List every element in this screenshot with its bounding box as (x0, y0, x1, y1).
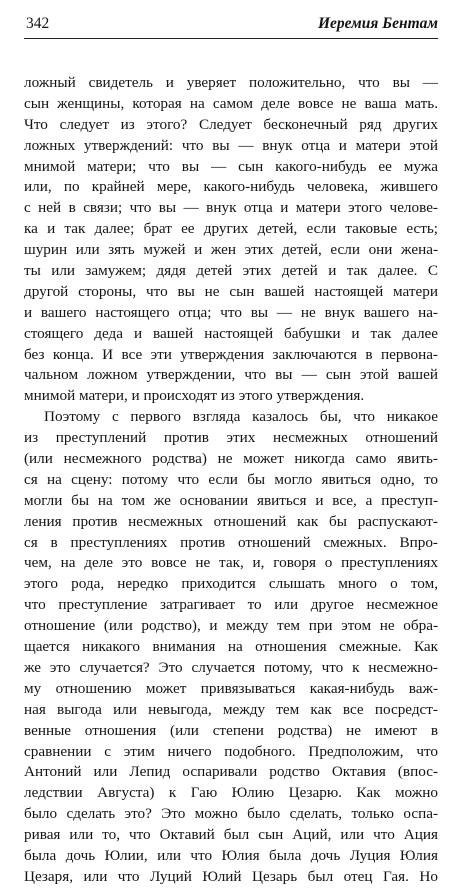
text-line: ления против несмежных отношений как бы распускают- (24, 512, 438, 530)
text-line: ледствии Августа) к Гаю Юлию Цезарю. Как можно (24, 784, 438, 802)
text-line: этого рода, нередко приходится слышать много о том, (24, 575, 438, 593)
text-line: Что следует из этого? Следует бесконечный ряд других (24, 115, 438, 133)
text-line: чальном ложном утверждении, что вы — сын этой вашей (24, 366, 438, 384)
text-line: мнимой матери; что вы — сын какого-нибудь ее мужа (24, 157, 438, 175)
text-line: из преступлений против этих несмежных отношений (24, 429, 438, 447)
page-header (24, 14, 438, 39)
text-line: ты или замужем; дядя детей этих детей и так далее. С (24, 262, 438, 280)
text-line: му отношению может привязываться какая-нибудь важ- (24, 679, 438, 697)
text-line: сын женщины, которая на самом деле вовсе не ваша мать. (24, 94, 438, 112)
text-line: отношение (или родство), и между тем при этом не обра- (24, 617, 438, 635)
book-page (24, 14, 438, 888)
text-line: ся в преступлениях против отношений смежных. Впро- (24, 533, 438, 551)
text-line: ная выгода или невыгода, между тем как все посредст- (24, 700, 438, 718)
text-line: или, по крайней мере, какого-нибудь человека, жившего (24, 178, 438, 196)
text-line: ложный свидетель и уверяет положительно, что вы — (24, 74, 438, 91)
text-line: ложных утверждений: что вы — внук отца и матери этой (24, 136, 438, 154)
text-line: было сделать это? Это можно было сделать, только оспа- (24, 805, 438, 823)
text-line: ся на сцену: потому что если бы могло явиться одно, то (24, 470, 438, 488)
text-line: и вашего настоящего отца; что вы — не внук вашего на- (24, 303, 438, 321)
text-line: ка и так далее; брат ее других детей, если таковые есть; (24, 220, 438, 238)
text-line: мнимой матери, и происходят из этого утверждения. (24, 387, 365, 405)
text-line: (или несмежного родства) не может никогда само явить- (24, 450, 438, 468)
text-line: Антоний или Лепид оспаривали родство Октавия (впос- (24, 763, 438, 781)
text-line: без конца. И все эти утверждения заключаются в первона- (24, 345, 438, 363)
text-line: Цезаря, или что Луций Юлий Цезарь был отец Гая. Но (24, 867, 438, 885)
text-line: венные отношения (или степени родства) не имеют в (24, 721, 438, 739)
text-line: с ней в связи; что вы — внук отца и матери этого челове- (24, 199, 438, 217)
text-line: чем, на деле это вовсе не так, и, говоря о преступлениях (24, 554, 438, 572)
text-line: стоящего деда и вашей настоящей бабушки и так далее (24, 324, 438, 342)
text-line: другой стороны, что вы не сын вашей настоящей матери (24, 282, 438, 300)
running-head: Иеремия Бентам (317, 15, 438, 32)
text-line: сравнении с этим ничего подобного. Предположим, что (24, 742, 438, 760)
text-line: щается никакого внимания на отношения смежные. Как (24, 638, 438, 656)
body-text (24, 73, 438, 888)
text-line: ривая или то, что Октавий был сын Аций, или что Ация (24, 826, 438, 844)
text-line: была дочь Юлии, или что Юлия была дочь Луция Юлия (24, 846, 438, 864)
text-line: Поэтому с первого взгляда казалось бы, что никакое (44, 408, 438, 426)
page-number: 342 (26, 15, 50, 32)
text-line: что преступление затрагивает то или другое несмежное (24, 596, 438, 614)
text-line: могли бы на том же основании явиться и все, а преступ- (24, 491, 438, 509)
text-line: же это случается? Это случается потому, что к несмежно- (24, 658, 438, 676)
text-line: шурин или зять мужей и жен этих детей, если они жена- (24, 241, 438, 259)
